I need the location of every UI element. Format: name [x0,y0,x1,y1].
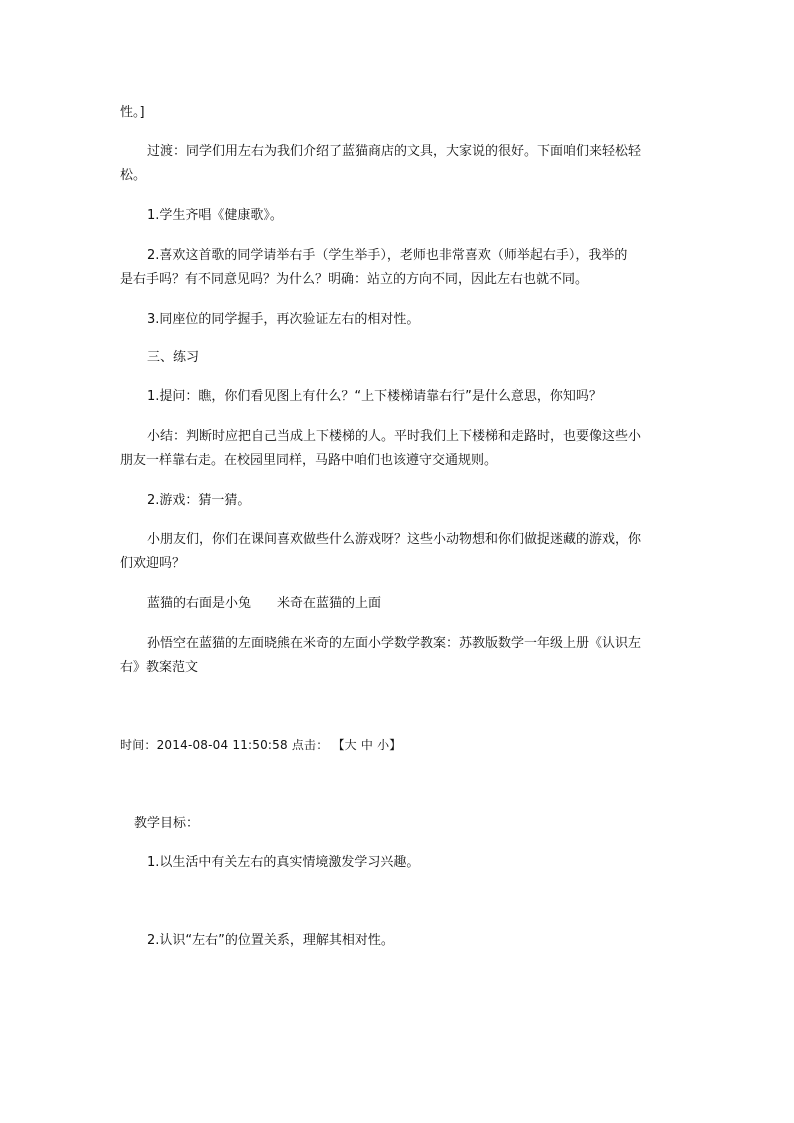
text-line: 3.同座位的同学握手，再次验证左右的相对性。 [147,312,420,327]
article-meta: 时间：2014-08-04 11:50:58 点击： 【大 中 小】 [120,738,402,752]
text-line: 朋友一样靠右走。在校园里同样，马路中咱们也该遵守交通规则。 [120,453,498,468]
text-line: 教学目标： [134,816,200,831]
text-line: 小结：判断时应把自己当成上下楼梯的人。平时我们上下楼梯和走路时，也要像这些小 [147,429,642,444]
text-line: 是右手吗？有不同意见吗？为什么？明确：站立的方向不同，因此左右也就不同。 [120,272,589,287]
text-line: 小朋友们，你们在课间喜欢做些什么游戏呀？这些小动物想和你们做捉迷藏的游戏，你 [147,532,642,547]
text-line: 们欢迎吗？ [120,556,186,571]
text-line: 1.学生齐唱《健康歌》。 [147,208,283,223]
text-line: 性。] [120,105,145,120]
section-heading: 三、练习 [147,350,200,365]
text-line: 松。 [120,168,147,183]
text-line: 过渡：同学们用左右为我们介绍了蓝猫商店的文具，大家说的很好。下面咱们来轻松轻 [147,144,642,159]
text-line: 2.喜欢这首歌的同学请举右手（学生举手），老师也非常喜欢（师举起右手），我举的 [147,248,628,263]
text-line: 2.游戏：猜一猜。 [147,493,251,508]
text-line: 蓝猫的右面是小兔 米奇在蓝猫的上面 [147,596,382,611]
text-line: 右》教案范文 [120,660,199,675]
text-line: 1.以生活中有关左右的真实情境激发学习兴趣。 [147,855,420,870]
text-line: 2.认识“左右”的位置关系，理解其相对性。 [147,933,394,948]
text-line: 孙悟空在蓝猫的左面晓熊在米奇的左面小学数学教案：苏教版数学一年级上册《认识左 [147,636,642,651]
text-line: 1.提问：瞧，你们看见图上有什么？“上下楼梯请靠右行”是什么意思，你知吗？ [147,389,602,404]
